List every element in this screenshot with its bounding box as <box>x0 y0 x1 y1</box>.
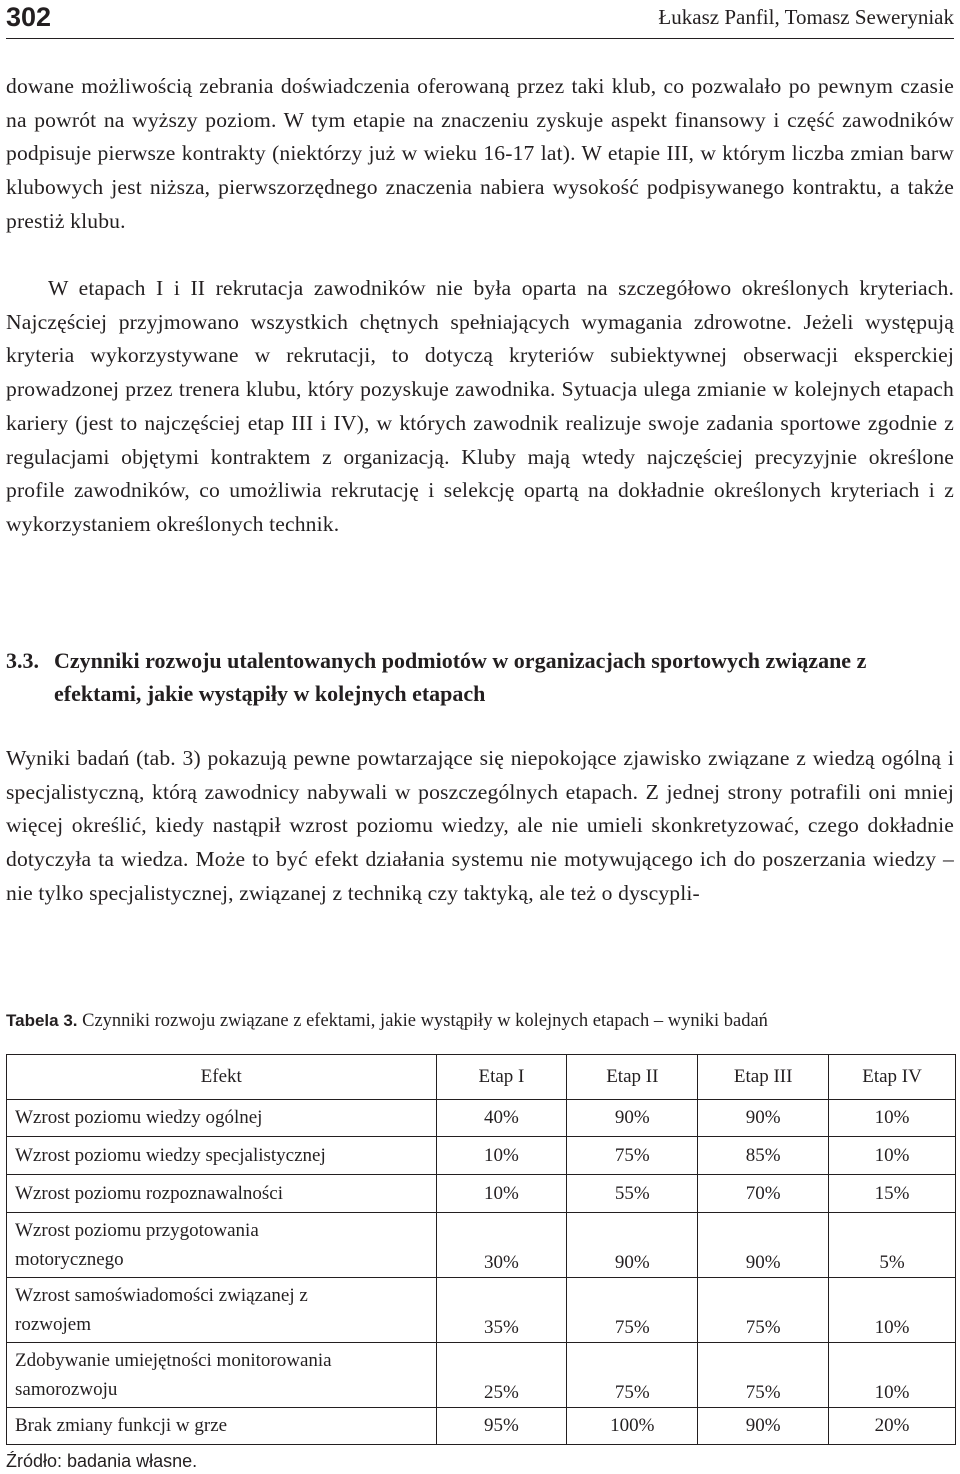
paragraph-2: W etapach I i II rekrutacja zawodników nie była oparta na szczegółowo określonych kryteriach. Najczęściej przyjmowano wszystkich chętnych spełniających wymagania zdrowotne. Jeżeli występują kryteria wykorzystywane w rekrutacji, to dotyczą kryteriów subiektywnej obserwacji eksperckiej prowadzonej przez trenera klubu, który pozyskuje zawodnika. Sytuacja ulega zmianie w kolejnych etapach kariery (jest to najczęściej etap III i IV), w których zawodnik realizuje swoje zadania sportowe zgodnie z regulacjami objętymi kontraktem z organizacją. Kluby mają wtedy najczęściej precyzyjnie określone profile zawodników, co umożliwia rekrutację i selekcję opartą na dokładnie określonych kryteriach i z wykorzystaniem określonych technik. <box>6 276 954 536</box>
value-cell: 10% <box>829 1137 956 1175</box>
effect-cell: Wzrost poziomu wiedzy ogólnej <box>7 1100 437 1137</box>
value-cell: 95% <box>436 1408 567 1445</box>
table-row <box>7 1278 956 1343</box>
value-cell: 75% <box>567 1278 698 1343</box>
section-number: 3.3. <box>6 648 39 673</box>
table-row <box>7 1137 956 1175</box>
effect-cell: Wzrost poziomu rozpoznawalności <box>7 1175 437 1213</box>
effect-text-line: motorycznego <box>15 1249 124 1270</box>
column-header-stage-4: Etap IV <box>829 1055 956 1100</box>
value-cell: 100% <box>567 1408 698 1445</box>
effect-text-line: Wzrost poziomu przygotowania <box>15 1220 259 1241</box>
effect-text-line: Wzrost samoświadomości związanej z <box>15 1285 308 1306</box>
value-cell: 5% <box>829 1213 956 1278</box>
value-cell: 10% <box>829 1278 956 1343</box>
value-cell: 90% <box>567 1213 698 1278</box>
value-cell: 10% <box>829 1100 956 1137</box>
value-cell: 40% <box>436 1100 567 1137</box>
value-cell: 85% <box>698 1137 829 1175</box>
section-title: Czynniki rozwoju utalentowanych podmiotów w organizacjach sportowych związane z efektami, jakie wystąpiły w kolejnych etapach <box>54 648 867 706</box>
value-cell: 75% <box>698 1278 829 1343</box>
value-cell: 90% <box>698 1100 829 1137</box>
effect-text-line: rozwojem <box>15 1314 91 1335</box>
effect-cell <box>7 1343 437 1408</box>
table-row <box>7 1213 956 1278</box>
paragraph-3: Wyniki badań (tab. 3) pokazują pewne powtarzające się niepokojące zjawisko związane z wiedzą ogólną i specjalistyczną, którą zawodnicy nabywali w poszczególnych etapach. Z jednej strony potrafili oni mniej więcej określić, kiedy nastąpił wzrost poziomu wiedzy, ale nie umieli skonkretyzować, czego dokładnie dotyczyła ta wiedza. Może to być efekt działania systemu nie motywującego ich do poszerzania wiedzy – nie tylko specjalistycznej, związanej z techniką czy taktyką, ale też o dyscypli- <box>6 746 954 905</box>
value-cell: 25% <box>436 1343 567 1408</box>
value-cell: 90% <box>698 1213 829 1278</box>
effect-cell <box>7 1278 437 1343</box>
value-cell: 15% <box>829 1175 956 1213</box>
column-header-effect: Efekt <box>7 1055 437 1100</box>
table-caption <box>6 1008 954 1034</box>
value-cell: 90% <box>567 1100 698 1137</box>
value-cell: 90% <box>698 1408 829 1445</box>
value-cell: 35% <box>436 1278 567 1343</box>
table-row <box>7 1343 956 1408</box>
column-header-stage-3: Etap III <box>698 1055 829 1100</box>
value-cell: 75% <box>567 1137 698 1175</box>
table-caption-text: Czynniki rozwoju związane z efektami, jakie wystąpiły w kolejnych etapach – wyniki badań <box>82 1011 768 1031</box>
effect-cell <box>7 1213 437 1278</box>
table-row <box>7 1175 956 1213</box>
effect-cell: Brak zmiany funkcji w grze <box>7 1408 437 1445</box>
results-table <box>6 1054 956 1445</box>
column-header-stage-1: Etap I <box>436 1055 567 1100</box>
value-cell: 75% <box>698 1343 829 1408</box>
table-row <box>7 1100 956 1137</box>
value-cell: 75% <box>567 1343 698 1408</box>
table-source-note: Źródło: badania własne. <box>6 1451 198 1471</box>
value-cell: 10% <box>436 1137 567 1175</box>
column-header-stage-2: Etap II <box>567 1055 698 1100</box>
page-header <box>6 0 954 39</box>
value-cell: 20% <box>829 1408 956 1445</box>
section-heading <box>6 644 954 710</box>
effect-cell: Wzrost poziomu wiedzy specjalistycznej <box>7 1137 437 1175</box>
value-cell: 55% <box>567 1175 698 1213</box>
value-cell: 30% <box>436 1213 567 1278</box>
paragraph-1: dowane możliwością zebrania doświadczenia oferowaną przez taki klub, co pozwalało po pewnym czasie na powrót na wyższy poziom. W tym etapie na znaczeniu zyskuje aspekt finansowy i część zawodników podpisuje pierwsze kontrakty (niektórzy już w wieku 16-17 lat). W etapie III, w którym liczba zmian barw klubowych jest niższa, pierwszorzędnego znaczenia nabiera wysokość podpisywanego kontraktu, a także prestiż klubu. <box>6 74 954 233</box>
running-head-authors: Łukasz Panfil, Tomasz Seweryniak <box>658 5 954 29</box>
value-cell: 70% <box>698 1175 829 1213</box>
value-cell: 10% <box>829 1343 956 1408</box>
table-caption-label: Tabela 3. <box>6 1011 78 1030</box>
table-header-row <box>7 1055 956 1100</box>
table-row <box>7 1408 956 1445</box>
value-cell: 10% <box>436 1175 567 1213</box>
page-number: 302 <box>6 2 52 32</box>
effect-text-line: Zdobywanie umiejętności monitorowania <box>15 1350 332 1371</box>
effect-text-line: samorozwoju <box>15 1379 118 1400</box>
